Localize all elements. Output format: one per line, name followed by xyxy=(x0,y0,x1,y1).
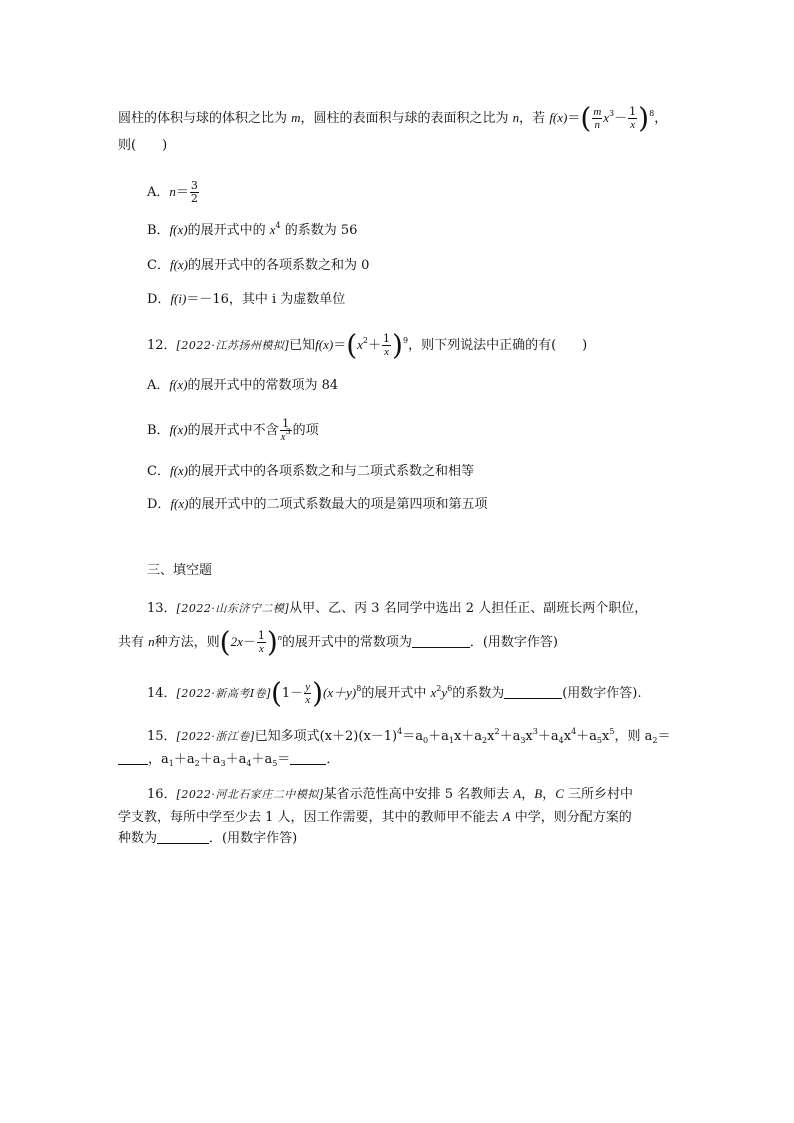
q16-stem-line1: 16．[2022·河北石家庄二中模拟]某省示范性高中安排 5 名教师去 A，B，C 三所乡村中 xyxy=(147,786,634,802)
question-source: [2022·浙江卷] xyxy=(176,730,255,743)
q12-stem: 12．[2022·江苏扬州模拟]已知$f(x)=(x^2+$ $\frac{1}{x}$ )$^9$，则下列说法中正确的有( ) xyxy=(147,328,588,362)
fraction-3-over-2: $\frac{3}{2}$ xyxy=(190,179,198,205)
var-n: n xyxy=(512,110,520,125)
question-number: 12． xyxy=(147,338,177,353)
q11-option-a: A．n＝ $\frac{3}{2}$ xyxy=(147,179,198,205)
q16-stem-line3: 种数为 ．(用数字作答) xyxy=(118,831,298,846)
q14-stem: 14．[2022·新高考Ⅰ卷](1－ $\frac{y}{x}$ )$(x+y)^8$的展开式中 $x^2y^6$的系数为 (用数字作答). xyxy=(147,676,642,710)
q12-option-b: B．f(x)的展开式中不含 $\frac{1}{x^3}$ 的项 xyxy=(147,417,319,443)
fraction-m-over-n: $\frac{m}{n}$ xyxy=(593,106,602,131)
fraction-y-over-x: $\frac{y}{x}$ xyxy=(305,681,311,706)
q11-option-b: B．f(x)的展开式中的 $x^4$ 的系数为 56 xyxy=(147,221,358,238)
q12-option-d: D．f(x)的展开式中的二项式系数最大的项是第四项和第五项 xyxy=(147,496,488,512)
fraction-1-over-x: $\frac{1}{x}$ xyxy=(257,629,265,655)
question-source: [2022·山东济宁二模] xyxy=(176,602,290,615)
q11-option-d: D．f(i)＝－16，其中 i 为虚数单位 xyxy=(147,291,346,307)
answer-blank[interactable] xyxy=(412,635,470,648)
question-source: [2022·江苏扬州模拟] xyxy=(176,339,290,352)
question-number: 14． xyxy=(147,686,177,701)
q11-text: ，圆柱的表面积与球的表面积之比为 xyxy=(300,111,513,126)
answer-blank[interactable] xyxy=(290,752,326,765)
answer-blank[interactable] xyxy=(118,752,148,765)
q13-stem-line2: 共有 n种方法，则(2x－ $\frac{1}{x}$ )$^n$的展开式中的常数项为 ．(用数字作答) xyxy=(118,625,558,659)
equals: ＝ xyxy=(567,111,581,126)
question-number: 15． xyxy=(147,729,177,744)
var-m: m xyxy=(291,110,301,125)
question-source: [2022·河北石家庄二中模拟] xyxy=(176,788,324,801)
q12-option-a: A．f(x)的展开式中的常数项为 84 xyxy=(147,377,339,393)
q11-text: ，若 xyxy=(519,111,550,126)
question-source: [2022·新高考Ⅰ卷] xyxy=(176,687,271,700)
fraction-1-over-x3: $\frac{1}{x^3}$ xyxy=(280,417,291,443)
q13-stem-line1: 13．[2022·山东济宁二模]从甲、乙、丙 3 名同学中选出 2 人担任正、副班长两个职位， xyxy=(147,601,648,616)
question-number: 13． xyxy=(147,601,177,616)
q11-stem-line1: 圆柱的体积与球的体积之比为 m，圆柱的表面积与球的表面积之比为 n，若 f(x)＝( $\frac{m}{n}$ $x^3-$ $\frac{1}{x}$ )$^8$， xyxy=(118,101,668,135)
q12-option-c: C．f(x)的展开式中的各项系数之和与二项式系数之和相等 xyxy=(147,463,475,479)
q15-stem-line2: ，$a_1+a_2+a_3+a_4+a_5=$ ． xyxy=(118,751,339,769)
right-paren: ) xyxy=(638,101,650,135)
q11-stem-line2: 则( ) xyxy=(118,138,168,153)
func-fx: f(x) xyxy=(549,110,568,125)
question-number: 16． xyxy=(147,787,177,802)
left-paren: ( xyxy=(580,101,592,135)
section-heading: 三、填空题 xyxy=(147,563,213,578)
q15-stem-line1: 15．[2022·浙江卷]已知多项式$(x+2)(x-1)^4=a_0+a_1x+a_2x^2+a_3x^3+a_4x^4+a_5x^5$，则 $a_2=$ xyxy=(147,727,671,745)
q11-text: 圆柱的体积与球的体积之比为 xyxy=(118,111,292,126)
fraction-1-over-x: $\frac{1}{x}$ xyxy=(629,105,637,131)
q11-option-c: C．f(x)的展开式中的各项系数之和为 0 xyxy=(147,257,370,273)
answer-blank[interactable] xyxy=(157,831,209,844)
q16-stem-line2: 学支教，每所中学至少去 1 人，因工作需要，其中的教师甲不能去 A 中学，则分配方案的 xyxy=(118,809,632,825)
answer-blank[interactable] xyxy=(504,686,562,699)
fraction-1-over-x: $\frac{1}{x}$ xyxy=(383,332,391,358)
